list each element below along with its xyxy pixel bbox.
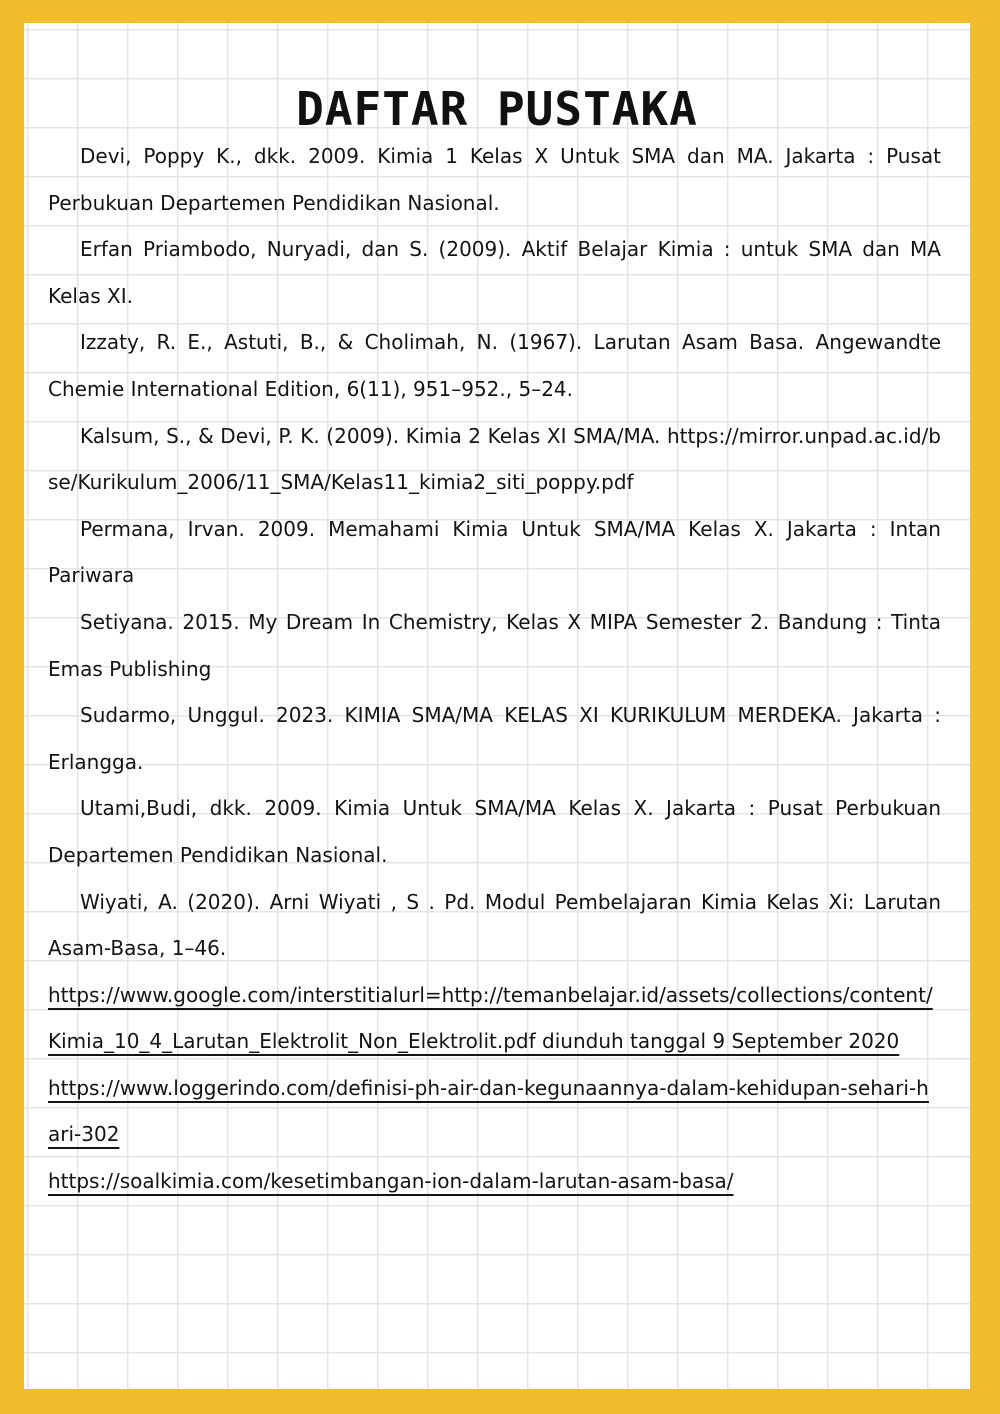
reference-link[interactable]: https://www.google.com/interstitialurl=http://temanbelajar.id/assets/collections/content/Kimia_10_4_Larutan_Elektrolit_Non_Elektrolit.pdf diunduh tanggal 9 September 2020 (48, 982, 933, 1054)
reference-entry: Kalsum, S., & Devi, P. K. (2009). Kimia 2 Kelas XI SMA/MA. https://mirror.unpad.ac.id/bse/Kurikulum_2006/11_SMA/Kelas11_kimia2_siti_poppy.pdf (48, 423, 941, 495)
reference-entry: Devi, Poppy K., dkk. 2009. Kimia 1 Kelas X Untuk SMA dan MA. Jakarta : Pusat Perbukuan Departemen Pendidikan Nasional. (48, 144, 941, 215)
page-title: DAFTAR PUSTAKA (296, 82, 698, 136)
reference-entry: Permana, Irvan. 2009. Memahami Kimia Untuk SMA/MA Kelas X. Jakarta : Intan Pariwara (48, 516, 941, 588)
reference-link[interactable]: https://soalkimia.com/kesetimbangan-ion-dalam-larutan-asam-basa/ (48, 1169, 734, 1194)
reference-entry: Wiyati, A. (2020). Arni Wiyati , S . Pd. Modul Pembelajaran Kimia Kelas Xi: Larutan Asam-Basa, 1–46. (48, 889, 941, 961)
reference-entry: Sudarmo, Unggul. 2023. KIMIA SMA/MA KELAS XI KURIKULUM MERDEKA. Jakarta : Erlangga. (48, 703, 941, 774)
document-page (24, 23, 970, 1389)
reference-link[interactable]: https://www.loggerindo.com/definisi-ph-air-dan-kegunaannya-dalam-kehidupan-sehari-hari-302 (48, 1075, 929, 1147)
reference-list (48, 133, 941, 1205)
reference-entry: Erfan Priambodo, Nuryadi, dan S. (2009). Aktif Belajar Kimia : untuk SMA dan MA Kelas XI. (48, 237, 941, 308)
reference-entry: Setiyana. 2015. My Dream In Chemistry, Kelas X MIPA Semester 2. Bandung : Tinta Emas Publishing (48, 609, 941, 681)
reference-entry: Izzaty, R. E., Astuti, B., & Cholimah, N. (1967). Larutan Asam Basa. Angewandte Chemie International Edition, 6(11), 951–952., 5–24. (48, 330, 941, 401)
reference-entry: Utami,Budi, dkk. 2009. Kimia Untuk SMA/MA Kelas X. Jakarta : Pusat Perbukuan Departemen Pendidikan Nasional. (48, 796, 941, 867)
